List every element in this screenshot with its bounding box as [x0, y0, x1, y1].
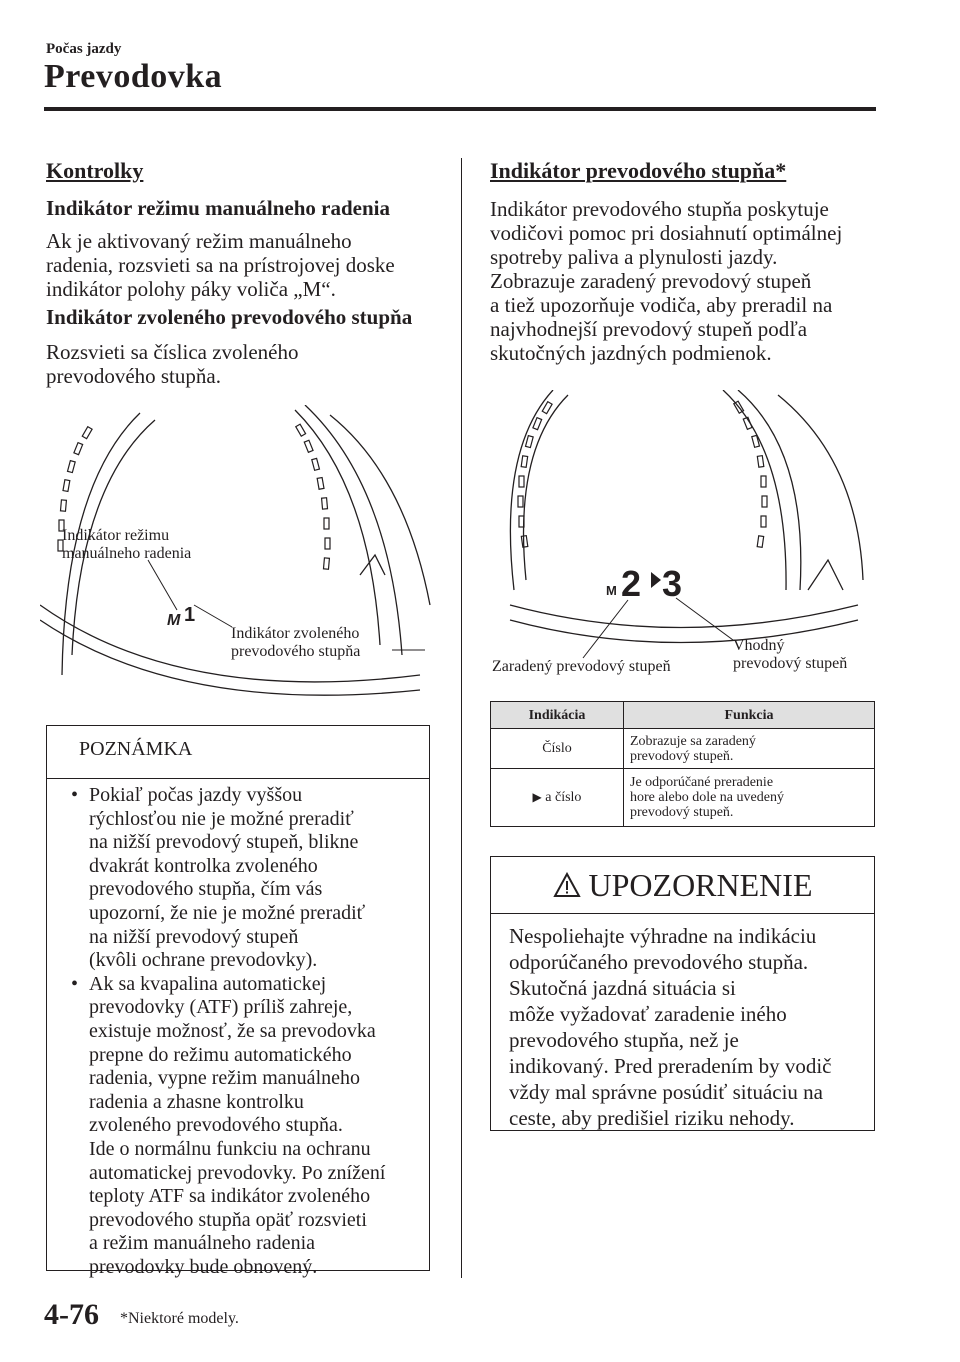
warning-title: UPOZORNENIE	[491, 867, 874, 904]
warning-box	[490, 856, 875, 1131]
page-number: 4-76	[44, 1298, 99, 1331]
warning-rule	[491, 913, 874, 914]
footnote: *Niektoré modely.	[120, 1310, 239, 1327]
display-recommended-gear: 3	[662, 563, 683, 604]
warning-triangle-icon	[553, 872, 581, 898]
arrow-right-icon: ▶	[532, 790, 542, 804]
label-current-gear: Zaradený prevodový stupeň	[492, 658, 671, 675]
indication-table	[490, 701, 875, 827]
table-cell-function: Zobrazuje sa zaradený prevodový stupeň.	[624, 729, 875, 769]
note-item: • Pokiaľ počas jazdy vyššou rýchlosťou nie je možné preradiť na nižší prevodový stupeň, blikne dvakrát kontrolka zvoleného prevodového stupňa, čím vás upozorní, že nie je možné preradiť na nižší prevodový stupeň (kvôli ochrane prevodovky).	[71, 784, 415, 973]
label-recommended-gear: Vhodný prevodový stupeň	[733, 637, 848, 672]
section-label: Počas jazdy	[46, 41, 122, 57]
note-rule	[47, 778, 429, 779]
table-header-row	[491, 702, 875, 729]
label-selected-gear-indicator: Indikátor zvoleného prevodového stupňa	[231, 625, 361, 660]
note-item: • Ak sa kvapalina automatickej prevodovky (ATF) príliš zahreje, existuje možnosť, že sa prevodovka prepne do režimu automatického radenia, vypne režim manuálneho radenia a zhasne kontrolku zvoleného prevodového stupňa. Ide o normálnu funkciu na ochranu automatickej prevodovky. Po znížení teploty ATF sa indikátor zvoleného prevodového stupňa opäť rozsvieti a režim manuálneho radenia prevodovky bude obnovený.	[71, 973, 415, 1280]
display-current-gear: 2	[621, 563, 642, 604]
page-title: Prevodovka	[44, 58, 223, 95]
table-header: Indikácia	[491, 702, 624, 729]
heading-gear-indicator: Indikátor prevodového stupňa*	[490, 158, 787, 183]
subheading-manual-mode: Indikátor režimu manuálneho radenia	[46, 196, 391, 220]
table-header: Funkcia	[624, 702, 875, 729]
paragraph-manual-mode: Ak je aktivovaný režim manuálneho radenia, rozsvieti sa na prístrojovej doske indikátor polohy páky voliča „M“.	[46, 229, 395, 301]
table-cell-indication: Číslo	[491, 729, 624, 769]
display-m-indicator: M	[606, 583, 617, 598]
table-cell-function: Je odporúčané preradenie hore alebo dole na uvedený prevodový stupeň.	[624, 769, 875, 827]
note-list	[71, 784, 415, 1279]
heading-kontrolky: Kontrolky	[46, 158, 144, 183]
label-manual-mode-indicator: Indikátor režimu manuálneho radenia	[62, 527, 192, 562]
note-title: POZNÁMKA	[79, 738, 193, 760]
table-row	[491, 769, 875, 827]
shift-arrow-icon	[651, 572, 661, 588]
display-m-indicator: M	[167, 612, 181, 629]
table-cell-indication: ▶ a číslo	[491, 769, 624, 827]
table-row	[491, 729, 875, 769]
subheading-selected-gear: Indikátor zvoleného prevodového stupňa	[46, 305, 413, 329]
paragraph-selected-gear: Rozsvieti sa číslica zvoleného prevodového stupňa.	[46, 340, 299, 388]
note-box	[46, 725, 430, 1278]
warning-text: Nespoliehajte výhradne na indikáciu odporúčaného prevodového stupňa. Skutočná jazdná situácia si môže vyžadovať zaradenie iného prevodového stupňa, než je indikovaný. Pred preradením by vodič vždy mal správne posúdiť situáciu na ceste, aby predišiel riziku nehody.	[509, 924, 832, 1130]
paragraph-gear-indicator: Indikátor prevodového stupňa poskytuje vodičovi pomoc pri dosiahnutí optimálnej spotreby paliva a plynulosti jazdy. Zobrazuje zaradený prevodový stupeň a tiež upozorňuje vodiča, aby preradil na najvhodnejší prevodový stupeň podľa skutočných jazdných podmienok.	[490, 197, 843, 365]
display-gear-digit: 1	[184, 604, 196, 626]
title-rule	[44, 107, 876, 111]
column-divider	[461, 158, 462, 1278]
